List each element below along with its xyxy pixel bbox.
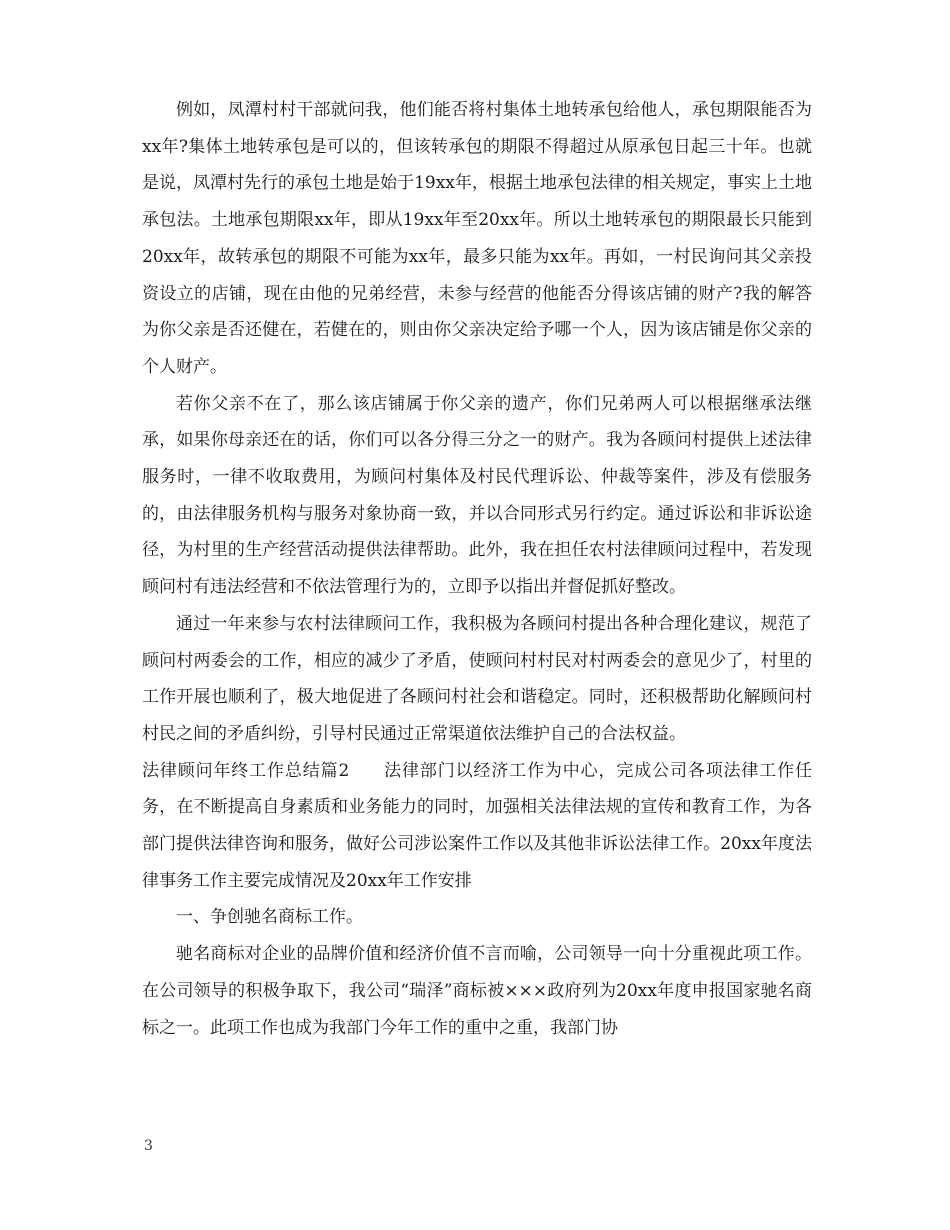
page-number: 3 [144,1138,153,1154]
section-title: 法律顾问年终工作总结篇2 [142,760,350,781]
paragraph-3: 通过一年来参与农村法律顾问工作，我积极为各顾问村提出各种合理化建议，规范了顾问村两委会的工作，相应的减少了矛盾，使顾问村村民对村两委会的意见少了，村里的工作开展也顺利了，极大地促进了各顾问村社会和谐稳定。同时，还积极帮助化解顾问村村民之间的矛盾纠纷，引导村民通过正常渠道依法维护自己的合法权益。 [142,613,812,744]
subheading: 一、争创驰名商标工作。 [176,907,363,928]
document-body [142,92,812,1046]
paragraph-2: 若你父亲不在了，那么该店铺属于你父亲的遗产，你们兄弟两人可以根据继承法继承，如果你母亲还在的话，你们可以各分得三分之一的财产。我为各顾问村提供上述法律服务时，一律不收取费用，为顾问村集体及村民代理诉讼、仲裁等案件，涉及有偿服务的，由法律服务机构与服务对象协商一致，并以合同形式另行约定。通过诉讼和非诉讼途径，为村里的生产经营活动提供法律帮助。此外，我在担任农村法律顾问过程中，若发现顾问村有违法经营和不依法管理行为的，立即予以指出并督促抓好整改。 [142,393,812,598]
paragraph-last: 驰名商标对企业的品牌价值和经济价值不言而喻，公司领导一向十分重视此项工作。在公司领导的积极争取下，我公司“瑞泽”商标被×××政府列为20xx年度申报国家驰名商标之一。此项工作也成为我部门今年工作的重中之重，我部门协 [142,944,812,1038]
section-paragraph [142,753,812,900]
paragraph-1: 例如，凤潭村村干部就问我，他们能否将村集体土地转承包给他人，承包期限能否为xx年?集体土地转承包是可以的，但该转承包的期限不得超过从原承包日起三十年。也就是说，凤潭村先行的承包土地是始于19xx年，根据土地承包法律的相关规定，事实上土地承包法。土地承包期限xx年，即从19xx年至20xx年。所以土地转承包的期限最长只能到20xx年，故转承包的期限不可能为xx年，最多只能为xx年。再如，一村民询问其父亲投资设立的店铺，现在由他的兄弟经营，未参与经营的他能否分得该店铺的财产?我的解答为你父亲是否还健在，若健在的，则由你父亲决定给予哪一个人，因为该店铺是你父亲的个人财产。 [142,100,812,377]
section-intro: 法律部门以经济工作为中心，完成公司各项法律工作任务，在不断提高自身素质和业务能力的同时，加强相关法律法规的宣传和教育工作，为各部门提供法律咨询和服务，做好公司涉讼案件工作以及其他非诉讼法律工作。20xx年度法律事务工作主要完成情况及20xx年工作安排 [142,760,813,891]
